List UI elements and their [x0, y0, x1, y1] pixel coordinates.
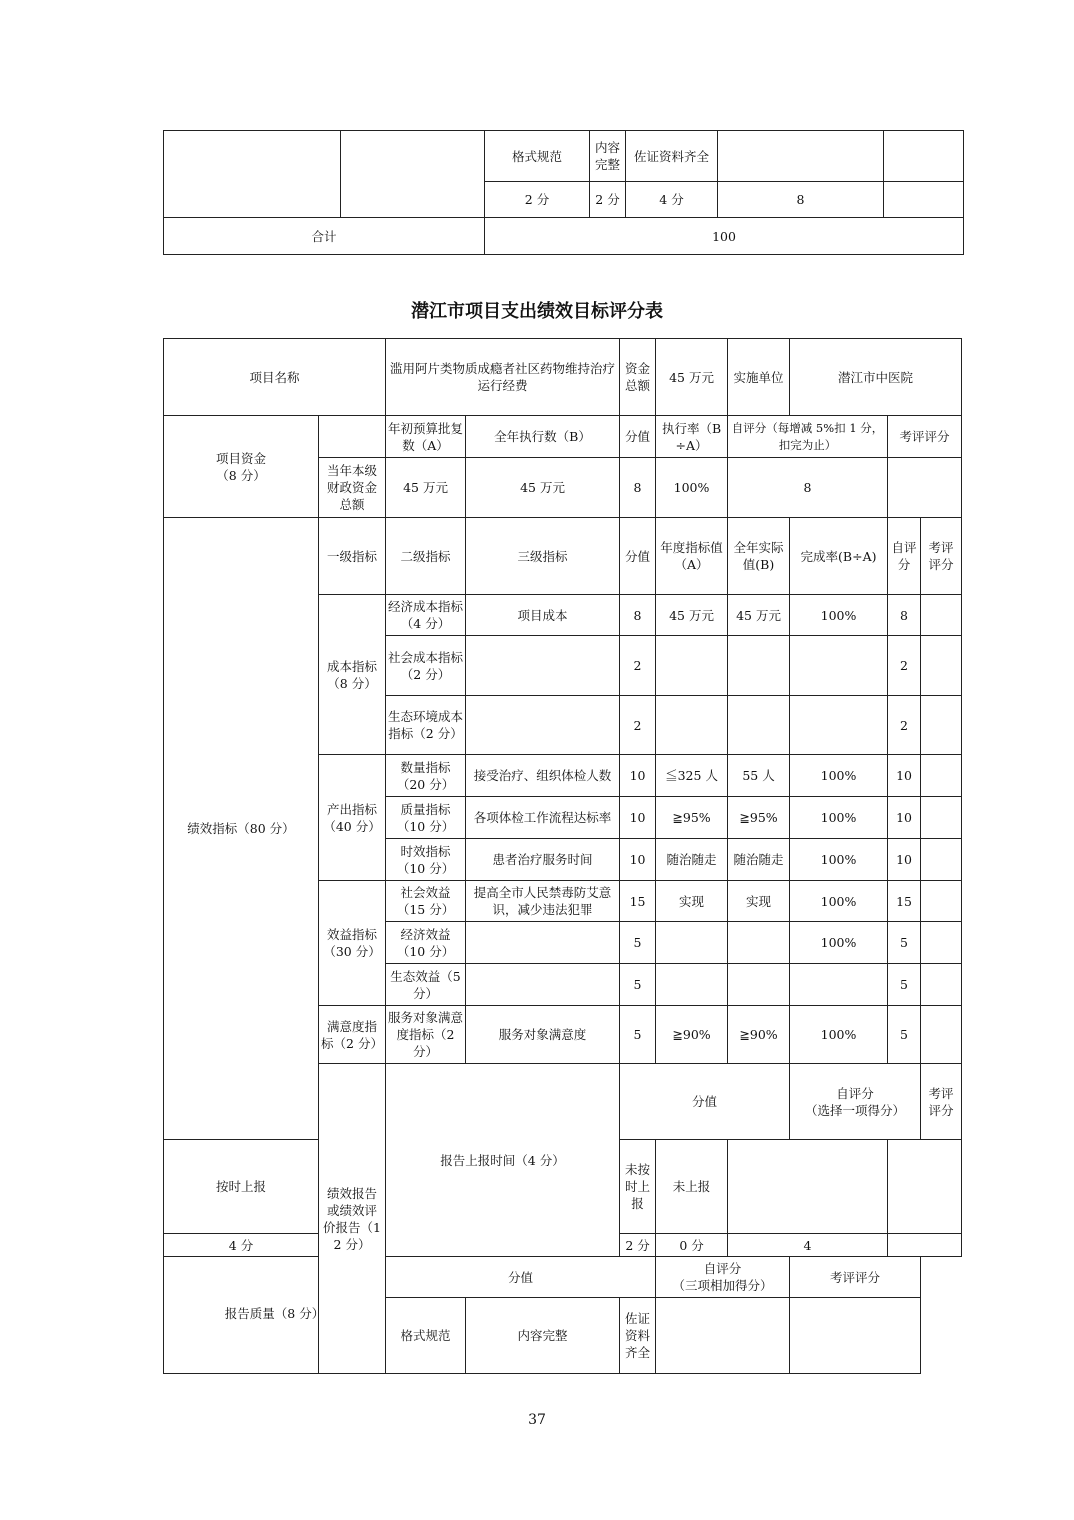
self-cell: 2: [888, 636, 921, 696]
value-self: 8: [718, 182, 884, 218]
review-cell: [921, 964, 962, 1006]
rate-cell: 100%: [790, 922, 888, 964]
funds-rate: 100%: [656, 458, 728, 518]
actual-cell: ≧90%: [728, 1006, 790, 1064]
score-cell: 10: [620, 755, 656, 797]
actual-cell: [728, 922, 790, 964]
unit-label: 实施单位: [728, 339, 790, 416]
val-self-time: 4: [728, 1234, 888, 1257]
l3-cell: [466, 922, 620, 964]
funds-h-budget: 年初预算批复数（A）: [386, 416, 466, 458]
blank-cell: [164, 131, 341, 218]
blank-cell: [319, 416, 386, 458]
quality-format: 格式规范: [386, 1298, 466, 1374]
funds-label: 项目资金 （8 分）: [164, 416, 319, 518]
l3-cell: [466, 964, 620, 1006]
actual-cell: [728, 636, 790, 696]
funds-h-self: 自评分（每增减 5%扣 1 分，扣完为止）: [728, 416, 888, 458]
report-label: 绩效报告或绩效评价报告（12 分）: [319, 1064, 386, 1374]
actual-cell: ≧95%: [728, 797, 790, 839]
self-cell: 5: [888, 922, 921, 964]
review-cell: [921, 636, 962, 696]
report-h-score: 分值: [620, 1064, 790, 1140]
l2-cell: 社会成本指标 （2 分）: [386, 636, 466, 696]
rate-cell: [790, 696, 888, 755]
opt-ontime: 按时上报: [164, 1140, 319, 1234]
score-cell: 5: [620, 922, 656, 964]
l3-cell: [466, 696, 620, 755]
value-evidence: 4 分: [626, 182, 718, 218]
l2-cell: 经济效益 （10 分）: [386, 922, 466, 964]
l3-cell: 接受治疗、组织体检人数: [466, 755, 620, 797]
l2-cell: 服务对象满意度指标（2 分）: [386, 1006, 466, 1064]
l2-cell: 数量指标 （20 分）: [386, 755, 466, 797]
target-cell: [656, 922, 728, 964]
funds-review: [888, 458, 962, 518]
quality-content: 内容完整: [466, 1298, 620, 1374]
target-cell: [656, 636, 728, 696]
blank-cell: [790, 1298, 921, 1374]
l2-cell: 时效指标 （10 分）: [386, 839, 466, 881]
l3-cell: 服务对象满意度: [466, 1006, 620, 1064]
project-name-label: 项目名称: [164, 339, 386, 416]
val-late: 2 分: [620, 1234, 656, 1257]
funds-executed: 45 万元: [466, 458, 620, 518]
perf-h-self: 自评分: [888, 518, 921, 595]
rate-cell: 100%: [790, 839, 888, 881]
funds-h-rate: 执行率（B÷A）: [656, 416, 728, 458]
review-cell: [921, 755, 962, 797]
target-cell: ≧90%: [656, 1006, 728, 1064]
actual-cell: 随治随走: [728, 839, 790, 881]
review-cell: [921, 1006, 962, 1064]
perf-h-level2: 二级指标: [386, 518, 466, 595]
perf-h-actual: 全年实际值(B): [728, 518, 790, 595]
blank-cell: [656, 1298, 790, 1374]
header-content: 内容完整: [590, 131, 626, 182]
funds-h-review: 考评评分: [888, 416, 962, 458]
blank-cell: [888, 1234, 962, 1257]
perf-h-score: 分值: [620, 518, 656, 595]
funds-h-score: 分值: [620, 416, 656, 458]
score-cell: 10: [620, 797, 656, 839]
perf-label: 绩效指标（80 分）: [164, 518, 319, 1140]
opt-none: 未上报: [656, 1140, 728, 1234]
actual-cell: [728, 696, 790, 755]
target-cell: 45 万元: [656, 595, 728, 636]
blank-cell: [884, 131, 964, 182]
self-cell: 10: [888, 797, 921, 839]
val-none: 0 分: [656, 1234, 728, 1257]
perf-h-rate: 完成率(B÷A): [790, 518, 888, 595]
l3-cell: 患者治疗服务时间: [466, 839, 620, 881]
blank-cell: [341, 131, 485, 218]
l3-cell: 各项体检工作流程达标率: [466, 797, 620, 839]
l3-cell: 项目成本: [466, 595, 620, 636]
rate-cell: 100%: [790, 595, 888, 636]
review-cell: [921, 881, 962, 922]
l2-cell: 社会效益 （15 分）: [386, 881, 466, 922]
blank-cell: [888, 1140, 962, 1234]
page-title: 潜江市项目支出绩效目标评分表: [411, 301, 663, 322]
perf-h-level3: 三级指标: [466, 518, 620, 595]
actual-cell: [728, 964, 790, 1006]
report-quality-label: 报告质量（8 分）: [164, 1257, 386, 1374]
target-cell: [656, 696, 728, 755]
quality-evidence: 佐证资料齐全: [620, 1298, 656, 1374]
target-cell: ≦325 人: [656, 755, 728, 797]
target-cell: [656, 964, 728, 1006]
total-value: 100: [485, 218, 964, 255]
fund-total-value: 45 万元: [656, 339, 728, 416]
continued-table: [163, 130, 964, 255]
score-cell: 5: [620, 1006, 656, 1064]
project-name-value: 滥用阿片类物质成瘾者社区药物维持治疗运行经费: [386, 339, 620, 416]
rate-cell: [790, 636, 888, 696]
self-cell: 10: [888, 839, 921, 881]
score-cell: 2: [620, 696, 656, 755]
group-satisfaction-label: 满意度指标（2 分）: [319, 1006, 386, 1064]
value-format: 2 分: [485, 182, 590, 218]
perf-h-level1: 一级指标: [319, 518, 386, 595]
actual-cell: 45 万元: [728, 595, 790, 636]
perf-h-target: 年度指标值（A）: [656, 518, 728, 595]
rate-cell: 100%: [790, 797, 888, 839]
quality-h-review: 考评评分: [790, 1257, 921, 1298]
group-output-label: 产出指标 （40 分）: [319, 755, 386, 881]
l3-cell: [466, 636, 620, 696]
rate-cell: 100%: [790, 1006, 888, 1064]
group-cost-label: 成本指标 （8 分）: [319, 595, 386, 755]
review-cell: [921, 595, 962, 636]
review-cell: [921, 839, 962, 881]
self-cell: 2: [888, 696, 921, 755]
target-cell: 随治随走: [656, 839, 728, 881]
total-label: 合计: [164, 218, 485, 255]
header-format: 格式规范: [485, 131, 590, 182]
l2-cell: 经济成本指标 （4 分）: [386, 595, 466, 636]
opt-late: 未按时上报: [620, 1140, 656, 1234]
blank-cell: [718, 131, 884, 182]
score-cell: 2: [620, 636, 656, 696]
funds-h-executed: 全年执行数（B）: [466, 416, 620, 458]
self-cell: 15: [888, 881, 921, 922]
quality-h-score: 分值: [386, 1257, 656, 1298]
group-benefit-label: 效益指标 （30 分）: [319, 881, 386, 1006]
actual-cell: 实现: [728, 881, 790, 922]
actual-cell: 55 人: [728, 755, 790, 797]
review-cell: [921, 696, 962, 755]
perf-h-review: 考评评分: [921, 518, 962, 595]
review-cell: [921, 922, 962, 964]
report-h-self-time: 自评分 （选择一项得分）: [790, 1064, 921, 1140]
score-cell: 10: [620, 839, 656, 881]
score-cell: 15: [620, 881, 656, 922]
funds-score: 8: [620, 458, 656, 518]
blank-cell: [728, 1140, 888, 1234]
review-cell: [921, 797, 962, 839]
l2-cell: 质量指标 （10 分）: [386, 797, 466, 839]
self-cell: 5: [888, 964, 921, 1006]
score-cell: 8: [620, 595, 656, 636]
score-cell: 5: [620, 964, 656, 1006]
quality-h-self: 自评分 （三项相加得分）: [656, 1257, 790, 1298]
self-cell: 10: [888, 755, 921, 797]
header-evidence: 佐证资料齐全: [626, 131, 718, 182]
value-content: 2 分: [590, 182, 626, 218]
report-time-label: 报告上报时间（4 分）: [386, 1064, 620, 1257]
self-cell: 5: [888, 1006, 921, 1064]
rate-cell: 100%: [790, 881, 888, 922]
fund-total-label: 资金总额: [620, 339, 656, 416]
l3-cell: 提高全市人民禁毒防艾意识，减少违法犯罪: [466, 881, 620, 922]
unit-value: 潜江市中医院: [790, 339, 962, 416]
val-ontime: 4 分: [164, 1234, 319, 1257]
self-cell: 8: [888, 595, 921, 636]
funds-budget: 45 万元: [386, 458, 466, 518]
l2-cell: 生态环境成本指标（2 分）: [386, 696, 466, 755]
page-number: 37: [528, 1412, 546, 1428]
target-cell: 实现: [656, 881, 728, 922]
report-h-review-v: 考评评分: [921, 1064, 962, 1140]
rate-cell: [790, 964, 888, 1006]
rate-cell: 100%: [790, 755, 888, 797]
funds-row-label: 当年本级财政资金总额: [319, 458, 386, 518]
score-table: [163, 338, 962, 1374]
funds-self: 8: [728, 458, 888, 518]
target-cell: ≧95%: [656, 797, 728, 839]
l2-cell: 生态效益（5 分）: [386, 964, 466, 1006]
blank-cell: [884, 182, 964, 218]
